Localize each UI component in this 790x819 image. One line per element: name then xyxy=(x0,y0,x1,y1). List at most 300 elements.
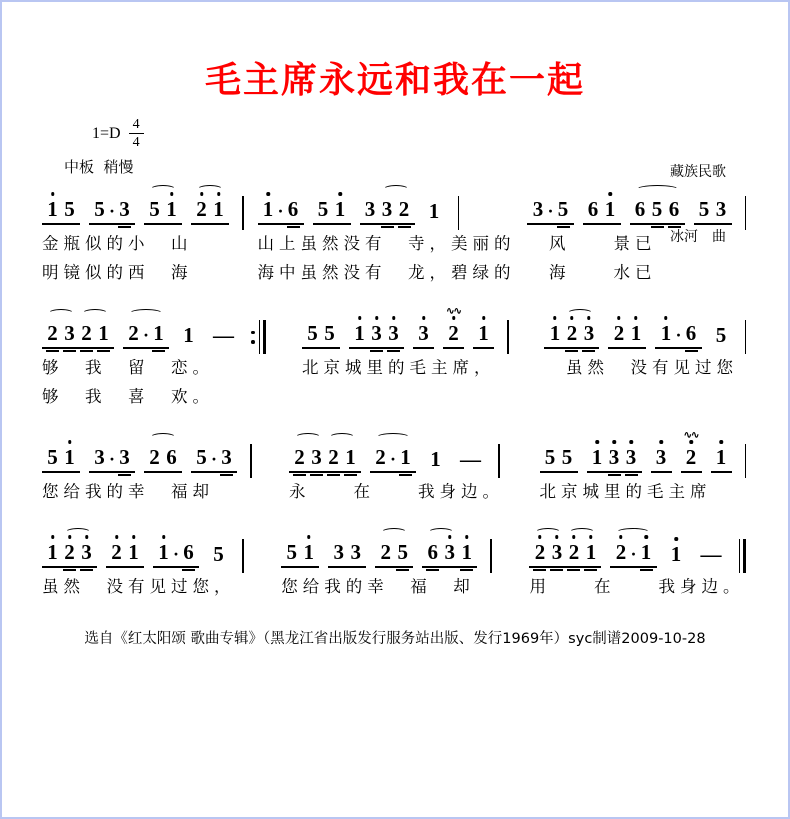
barline-thin xyxy=(458,196,460,230)
augmentation-dot: · xyxy=(109,449,116,469)
slur-arc xyxy=(150,433,176,442)
octave-dot xyxy=(629,440,633,444)
beamed-note-group xyxy=(349,323,404,349)
beamed-note-group xyxy=(527,199,573,225)
note: 1 xyxy=(263,199,274,220)
beamed-note-group xyxy=(651,447,672,473)
beamed-note-group xyxy=(42,323,114,349)
note: 6 xyxy=(634,197,646,221)
note: 1 xyxy=(660,323,671,344)
note: 5 xyxy=(544,445,556,469)
note: 6 xyxy=(166,445,177,469)
beamed-note-group xyxy=(144,447,182,473)
lyric-line: 金瓶似的小 山 xyxy=(42,234,193,253)
note: 2 xyxy=(81,323,92,344)
sixteenth-beam xyxy=(152,350,165,352)
sixteenth-beam xyxy=(550,569,563,571)
note: 5 xyxy=(64,197,75,221)
beamed-note-group xyxy=(153,542,199,568)
slur-arc xyxy=(197,185,223,194)
note: 1 xyxy=(47,199,58,220)
measure xyxy=(258,179,516,287)
slur-arc xyxy=(569,528,595,537)
beamed-note-group xyxy=(191,199,229,225)
note: 5 xyxy=(317,197,329,221)
note: 3 xyxy=(551,542,562,563)
note: 6 xyxy=(288,199,299,220)
measure xyxy=(544,303,748,382)
trill-icon: ∿∿ xyxy=(446,306,461,317)
notes-row xyxy=(544,303,748,349)
augmentation-dot: · xyxy=(211,449,218,469)
sixteenth-beam xyxy=(608,474,621,476)
augmentation-dot: · xyxy=(143,325,150,345)
slur-arc xyxy=(616,528,650,537)
sixteenth-beam xyxy=(97,350,110,352)
note: 3 xyxy=(532,197,544,221)
beamed-note-group xyxy=(413,323,434,349)
measure xyxy=(289,427,504,506)
beamed-note-group xyxy=(313,199,351,225)
barline-thin xyxy=(242,196,244,230)
note: 6 xyxy=(183,542,194,563)
barline-single xyxy=(242,539,244,573)
note: 5 xyxy=(47,445,58,469)
barline-single xyxy=(498,444,500,478)
note-group xyxy=(208,544,229,568)
lyric-line: 海 水已 xyxy=(527,263,657,282)
note: 2 xyxy=(375,445,386,469)
dash-note: — xyxy=(213,323,234,347)
note: 3 xyxy=(444,542,455,563)
octave-dot xyxy=(465,535,469,539)
sixteenth-beam xyxy=(567,569,580,571)
note: 1 xyxy=(630,323,641,344)
system-1 xyxy=(42,179,748,287)
octave-dot xyxy=(68,440,72,444)
sixteenth-beam xyxy=(370,350,383,352)
slur-arc xyxy=(535,528,561,537)
beamed-note-group xyxy=(443,306,464,349)
lyric-line: 永 在 我身边。 xyxy=(289,482,505,501)
barline-single xyxy=(490,539,492,573)
note: 2 xyxy=(399,199,410,220)
note-group xyxy=(178,325,199,349)
note: 1 xyxy=(64,447,75,468)
sixteenth-beam xyxy=(625,474,638,476)
sixteenth-beam xyxy=(685,350,698,352)
beamed-note-group xyxy=(89,447,135,473)
note: 3 xyxy=(371,323,382,344)
octave-dot xyxy=(659,440,663,444)
note-group xyxy=(696,544,726,568)
beamed-note-group xyxy=(302,323,340,349)
note-group xyxy=(425,449,446,473)
sixteenth-beam xyxy=(584,569,597,571)
notes-row xyxy=(258,179,516,225)
note-group xyxy=(666,544,687,568)
time-signature-bottom: 4 xyxy=(132,135,140,151)
lyric-line: 虽然 没有见过您 xyxy=(544,358,738,377)
note: 1 xyxy=(128,542,139,563)
sixteenth-beam xyxy=(63,350,76,352)
note: 5 xyxy=(213,542,224,566)
note: 1 xyxy=(430,447,441,471)
note: 2 xyxy=(566,323,577,344)
note: 3 xyxy=(609,447,620,468)
lyric-line: 虽然 没有见过您， xyxy=(42,577,236,596)
slur-arc xyxy=(383,185,409,194)
sixteenth-beam xyxy=(565,350,578,352)
slur-arc xyxy=(381,528,407,537)
note: 1 xyxy=(671,544,682,565)
note: 5 xyxy=(196,445,207,469)
sixteenth-beam xyxy=(327,474,340,476)
sixteenth-beam xyxy=(668,226,681,228)
note: 5 xyxy=(324,321,335,345)
octave-dot xyxy=(375,316,379,320)
measure xyxy=(529,522,748,601)
sixteenth-beam xyxy=(640,569,653,571)
sixteenth-beam xyxy=(381,226,394,228)
beamed-note-group xyxy=(583,199,621,225)
barline-thin xyxy=(745,320,747,354)
augmentation-dot: · xyxy=(675,325,682,345)
notes-row xyxy=(42,522,246,568)
note: 3 xyxy=(350,540,361,564)
note: 5 xyxy=(698,197,710,221)
notes-row xyxy=(42,179,246,225)
barline-thick xyxy=(743,539,746,573)
barline-thin xyxy=(250,444,252,478)
barline-thin xyxy=(745,444,747,478)
composer-credit: 冰河 曲 xyxy=(670,229,726,246)
note: 2 ∿∿ xyxy=(683,430,699,469)
sixteenth-beam xyxy=(344,474,357,476)
beamed-note-group xyxy=(370,447,416,473)
note: 1 xyxy=(354,323,365,344)
sixteenth-beam xyxy=(426,569,439,571)
note: 6 xyxy=(427,542,438,563)
beamed-note-group xyxy=(191,447,237,473)
octave-dot xyxy=(612,440,616,444)
slur-arc xyxy=(48,309,74,318)
note: 1 xyxy=(153,323,164,344)
augmentation-dot: · xyxy=(109,201,116,221)
octave-dot xyxy=(115,535,119,539)
note: 2 xyxy=(534,542,545,563)
note: 5 xyxy=(397,542,408,563)
sixteenth-beam xyxy=(293,474,306,476)
octave-dot xyxy=(392,316,396,320)
slur-arc xyxy=(295,433,321,442)
sixteenth-beam xyxy=(310,474,323,476)
trill-icon: ∿∿ xyxy=(683,430,699,441)
barline-single xyxy=(458,196,460,230)
barline-repeat-end xyxy=(251,320,266,354)
augmentation-dot: · xyxy=(277,201,284,221)
note: 5 xyxy=(715,323,727,347)
barline-thin xyxy=(259,320,261,354)
octave-dot xyxy=(307,535,311,539)
note: 3 xyxy=(119,447,130,468)
notes-row xyxy=(529,522,748,568)
lyric-line: 风 景已 xyxy=(527,234,657,253)
note: 3 xyxy=(626,447,637,468)
sixteenth-beam xyxy=(398,226,411,228)
sixteenth-beam xyxy=(533,569,546,571)
song-title: 毛主席永远和我在一起 xyxy=(204,59,585,101)
sixteenth-beam xyxy=(387,350,400,352)
note: 6 xyxy=(587,197,599,221)
sixteenth-beam xyxy=(80,569,93,571)
barline-single xyxy=(250,444,252,478)
note: 2 xyxy=(47,323,58,344)
beamed-note-group xyxy=(360,199,415,225)
slur-arc xyxy=(150,185,176,194)
note: 2 xyxy=(380,540,391,564)
note: 3 xyxy=(418,323,429,344)
system-3 xyxy=(42,427,748,506)
sixteenth-beam xyxy=(220,474,233,476)
beamed-note-group xyxy=(106,542,144,568)
note: 1 xyxy=(461,542,472,563)
note: 3 xyxy=(364,197,376,221)
sixteenth-beam xyxy=(651,226,664,228)
sixteenth-beam xyxy=(399,474,412,476)
beamed-note-group xyxy=(540,447,578,473)
note: 1 xyxy=(183,323,194,347)
note: 3 xyxy=(311,447,322,468)
lyric-line: 够 我 喜 欢。 xyxy=(42,387,214,406)
note-group xyxy=(455,449,485,473)
note: 5 xyxy=(94,197,105,221)
note: 3 xyxy=(715,197,727,221)
measure xyxy=(302,303,511,382)
note: 1 xyxy=(428,199,440,223)
beamed-note-group xyxy=(42,199,80,225)
note: 5 xyxy=(652,199,663,220)
note: 3 xyxy=(333,540,344,564)
dash-note: — xyxy=(460,447,481,471)
barline-single xyxy=(507,320,509,354)
slur-arc xyxy=(329,433,355,442)
key-time-signature xyxy=(92,117,726,151)
lyric-line: 北京城里的毛主席， xyxy=(302,358,496,377)
sixteenth-beam xyxy=(46,350,59,352)
note: 1 xyxy=(303,542,314,563)
octave-dot xyxy=(266,192,270,196)
note: 3 xyxy=(64,323,75,344)
measure xyxy=(42,522,246,601)
beamed-note-group xyxy=(655,323,701,349)
note-group xyxy=(424,201,445,225)
lyric-line: 您给我的幸 福却 xyxy=(42,482,214,501)
beamed-note-group xyxy=(89,199,135,225)
measure xyxy=(42,179,246,287)
note: 2 xyxy=(128,321,139,345)
measure xyxy=(42,303,268,411)
sixteenth-beam xyxy=(80,350,93,352)
beamed-note-group xyxy=(144,199,182,225)
slur-arc xyxy=(636,185,679,194)
notes-row xyxy=(42,303,268,349)
song-origin: 藏族民歌 xyxy=(670,164,726,181)
note: 2 xyxy=(149,445,160,469)
note: 2 xyxy=(568,542,579,563)
note: 1 xyxy=(166,199,177,220)
octave-dot xyxy=(162,535,166,539)
augmentation-dot: · xyxy=(390,449,397,469)
note: 6 xyxy=(686,323,697,344)
note: 1 xyxy=(213,199,224,220)
barline-thin xyxy=(507,320,509,354)
note: 1 xyxy=(47,542,58,563)
slur-arc xyxy=(428,528,454,537)
notes-row xyxy=(289,427,504,473)
lyric-line: 明镜似的西 海 xyxy=(42,263,193,282)
key-signature: 1=D xyxy=(92,124,121,142)
barline-thin xyxy=(490,539,492,573)
note: 1 xyxy=(549,323,560,344)
sixteenth-beam xyxy=(182,569,195,571)
octave-dot xyxy=(482,316,486,320)
slur-arc xyxy=(82,309,108,318)
lyric-line: 够 我 留 恋。 xyxy=(42,358,214,377)
note: 2 xyxy=(64,542,75,563)
octave-dot xyxy=(51,192,55,196)
note: 3 xyxy=(583,323,594,344)
slur-arc xyxy=(129,309,163,318)
measure xyxy=(281,522,494,601)
beamed-note-group xyxy=(422,542,477,568)
note: 5 xyxy=(561,445,573,469)
note: 1 xyxy=(641,542,652,563)
barline-single xyxy=(242,196,244,230)
time-signature xyxy=(129,117,144,151)
sixteenth-beam xyxy=(63,569,76,571)
note: 2 xyxy=(328,447,339,468)
note: 3 xyxy=(119,199,130,220)
dash-note: — xyxy=(700,542,721,566)
octave-dot xyxy=(634,316,638,320)
octave-dot xyxy=(664,316,668,320)
beamed-note-group xyxy=(42,447,80,473)
beamed-note-group xyxy=(289,447,361,473)
note: 3 xyxy=(388,323,399,344)
lyric-line: 山上虽然没有 寺，美丽的 xyxy=(257,234,516,253)
time-signature-top: 4 xyxy=(129,117,144,134)
slur-arc xyxy=(567,309,593,318)
note: 2 xyxy=(111,542,122,563)
system-2 xyxy=(42,303,748,411)
beamed-note-group xyxy=(123,323,169,349)
octave-dot xyxy=(553,316,557,320)
barline-thin xyxy=(498,444,500,478)
note: 2 ∿∿ xyxy=(446,306,461,345)
note: 5 xyxy=(149,197,160,221)
octave-dot xyxy=(422,316,426,320)
note: 1 xyxy=(592,447,603,468)
sixteenth-beam xyxy=(396,569,409,571)
octave-dot xyxy=(595,440,599,444)
beamed-note-group xyxy=(587,447,642,473)
barline-thin xyxy=(242,539,244,573)
note: 5 xyxy=(558,199,569,220)
beamed-note-group xyxy=(544,323,599,349)
barline-single xyxy=(745,444,747,478)
note: 1 xyxy=(585,542,596,563)
note: 2 xyxy=(613,323,624,344)
note: 3 xyxy=(81,542,92,563)
lyric-line: 北京城里的毛主席 xyxy=(539,482,712,501)
note-group xyxy=(711,325,732,349)
sixteenth-beam xyxy=(460,569,473,571)
note: 1 xyxy=(716,447,727,468)
beamed-note-group xyxy=(529,542,601,568)
octave-dot xyxy=(51,535,55,539)
note: 5 xyxy=(307,321,318,345)
measure xyxy=(42,427,254,506)
barline-single xyxy=(745,320,747,354)
beamed-note-group xyxy=(281,542,319,568)
note: 2 xyxy=(615,542,626,563)
tempo-marking: 中板 稍慢 xyxy=(64,157,134,176)
barline-thin xyxy=(739,539,741,573)
octave-dot xyxy=(617,316,621,320)
note: 1 xyxy=(98,323,109,344)
octave-dot xyxy=(338,192,342,196)
note: 1 xyxy=(335,199,346,220)
sixteenth-beam xyxy=(582,350,595,352)
barline-single xyxy=(745,196,747,230)
beamed-note-group xyxy=(258,199,304,225)
beamed-note-group xyxy=(473,323,494,349)
octave-dot xyxy=(719,440,723,444)
note: 1 xyxy=(400,447,411,468)
slur-arc xyxy=(65,528,91,537)
notes-row xyxy=(42,427,254,473)
barline-final xyxy=(739,539,747,573)
note: 1 xyxy=(345,447,356,468)
augmentation-dot: · xyxy=(173,544,180,564)
note: 1 xyxy=(158,542,169,563)
note: 6 xyxy=(669,199,680,220)
octave-dot xyxy=(674,537,678,541)
sixteenth-beam xyxy=(287,226,300,228)
augmentation-dot: · xyxy=(547,201,554,221)
note-group xyxy=(208,325,238,349)
repeat-dots-icon xyxy=(251,320,255,354)
note: 1 xyxy=(478,323,489,344)
note: 1 xyxy=(605,199,616,220)
beamed-note-group xyxy=(610,542,656,568)
sixteenth-beam xyxy=(557,226,570,228)
octave-dot xyxy=(358,316,362,320)
beamed-note-group xyxy=(328,542,366,568)
beamed-note-group xyxy=(375,542,413,568)
octave-dot xyxy=(608,192,612,196)
octave-dot xyxy=(132,535,136,539)
beamed-note-group xyxy=(711,447,732,473)
beamed-note-group xyxy=(608,323,646,349)
notes-row xyxy=(302,303,511,349)
notes-row xyxy=(281,522,494,568)
beamed-note-group xyxy=(630,199,685,225)
lyric-line: 用 在 我身边。 xyxy=(529,577,745,596)
beamed-note-group xyxy=(681,430,702,473)
lyric-line: 海中虽然没有 龙，碧绿的 xyxy=(257,263,516,282)
